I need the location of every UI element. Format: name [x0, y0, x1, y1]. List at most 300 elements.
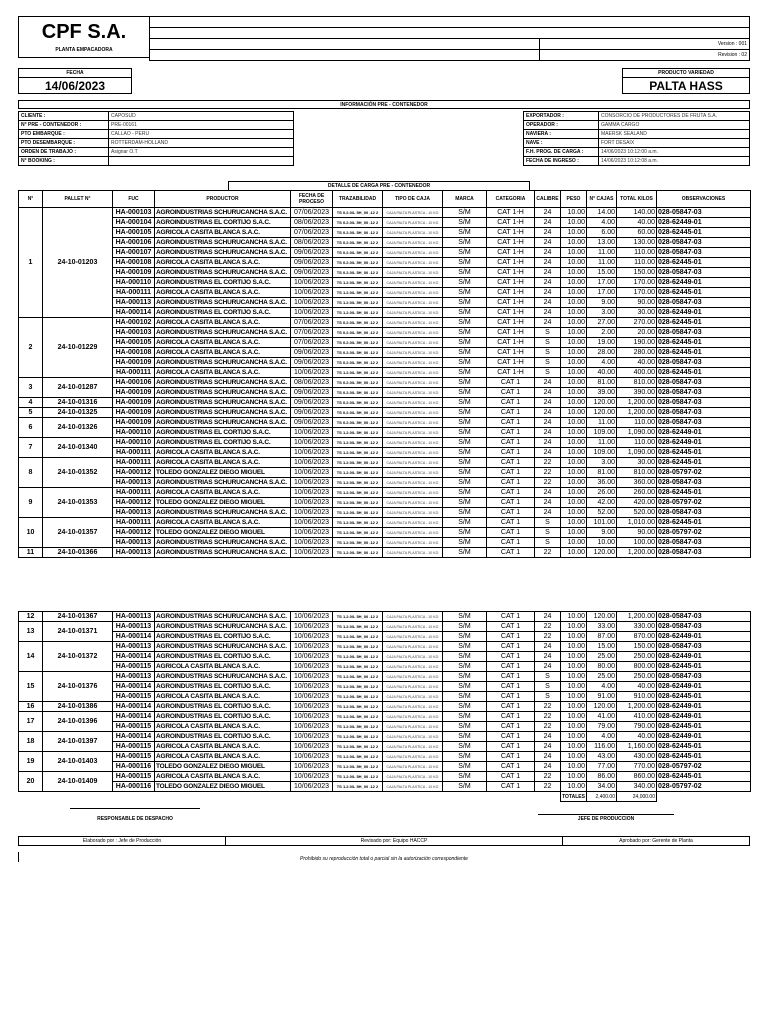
cell-categoria: CAT 1: [487, 528, 535, 538]
cell-fuc: HA-000113: [113, 672, 155, 682]
cell-calibre: 24: [535, 438, 561, 448]
cell-trazabilidad: TS 1.2.0/L 5H_00 .12 2: [333, 428, 383, 438]
cell-trazabilidad: TS 1.2.0/L 5H_00 .12 2: [333, 762, 383, 772]
cell-tipo-de-caja: CAJA PALTA PLASTICA - 10 KG: [383, 488, 443, 498]
cell-tipo-de-caja: CAJA PALTA PLASTICA - 10 KG: [383, 672, 443, 682]
cell-trazabilidad: TS 1.2.0/L 5H_00 .12 2: [333, 488, 383, 498]
table-row: [19, 288, 751, 298]
cell-marca: S/M: [443, 308, 487, 318]
cell-fuc: HA-000111: [113, 368, 155, 378]
pallet-index: 10: [19, 518, 43, 548]
table-row: [19, 358, 751, 368]
cell-categoria: CAT 1: [487, 538, 535, 548]
signature-line-right: [538, 814, 674, 815]
cell-observaciones: 028-05847-03: [657, 538, 751, 548]
info-right-label: NAVE :: [524, 139, 599, 148]
cell-fuc: HA-000113: [113, 298, 155, 308]
cell-calibre: 24: [535, 418, 561, 428]
cell-categoria: CAT 1: [487, 752, 535, 762]
cell-peso: 10.00: [561, 448, 587, 458]
cell-total-kilos: 810.00: [617, 468, 657, 478]
cell-n-cajas: 43.00: [587, 752, 617, 762]
cell-calibre: 24: [535, 652, 561, 662]
cell-marca: S/M: [443, 338, 487, 348]
cell-fecha-de-proceso: 07/06/2023: [291, 208, 333, 218]
table-row: [19, 458, 751, 468]
cell-n-cajas: 11.00: [587, 258, 617, 268]
info-right-value: FORT DESAIX: [599, 139, 750, 148]
cell-fuc: HA-000112: [113, 498, 155, 508]
cell-productor: AGRICOLA CASITA BLANCA S.A.C.: [155, 692, 291, 702]
cell-categoria: CAT 1: [487, 782, 535, 792]
cell-peso: 10.00: [561, 228, 587, 238]
cell-observaciones: 028-62449-01: [657, 218, 751, 228]
cell-calibre: S: [535, 328, 561, 338]
cell-calibre: 24: [535, 228, 561, 238]
cell-peso: 10.00: [561, 298, 587, 308]
cell-observaciones: 028-05847-03: [657, 378, 751, 388]
cell-categoria: CAT 1: [487, 712, 535, 722]
table-row: [19, 762, 751, 772]
info-left-value: CAPOSUD: [109, 112, 294, 121]
cell-marca: S/M: [443, 398, 487, 408]
cell-observaciones: 028-62445-01: [657, 448, 751, 458]
cell-productor: AGROINDUSTRIAS SCHURUCANCHA S.A.C.: [155, 612, 291, 622]
column-header: FECHA DE PROCESO: [291, 191, 333, 208]
cell-fecha-de-proceso: 10/06/2023: [291, 652, 333, 662]
cell-productor: TOLEDO GONZALEZ DIEGO MIGUEL: [155, 468, 291, 478]
cell-tipo-de-caja: CAJA PALTA PLASTICA - 10 KG: [383, 228, 443, 238]
cell-trazabilidad: TS 0.2.0/L 5H_00 .12 2: [333, 238, 383, 248]
cell-observaciones: 028-62445-01: [657, 518, 751, 528]
cell-observaciones: 028-62445-01: [657, 742, 751, 752]
cell-total-kilos: 410.00: [617, 712, 657, 722]
cell-observaciones: 028-05847-03: [657, 388, 751, 398]
cell-calibre: 24: [535, 298, 561, 308]
cell-fuc: HA-000114: [113, 712, 155, 722]
table-row: [19, 208, 751, 218]
cell-trazabilidad: TS 1.2.0/L 5H_00 .12 2: [333, 498, 383, 508]
cell-categoria: CAT 1-H: [487, 328, 535, 338]
cell-productor: AGROINDUSTRIAS SCHURUCANCHA S.A.C.: [155, 478, 291, 488]
cell-categoria: CAT 1: [487, 772, 535, 782]
cell-categoria: CAT 1-H: [487, 238, 535, 248]
pallet-index: 19: [19, 752, 43, 772]
pallet-index: 6: [19, 418, 43, 438]
cell-trazabilidad: TS 1.2.0/L 5H_00 .12 2: [333, 772, 383, 782]
cell-fuc: HA-000102: [113, 318, 155, 328]
cell-fecha-de-proceso: 10/06/2023: [291, 468, 333, 478]
info-row: [19, 121, 750, 130]
cell-peso: 10.00: [561, 258, 587, 268]
detail-title: DETALLE DE CARGA PRE - CONTENEDOR: [228, 181, 530, 191]
cell-fuc: HA-000114: [113, 682, 155, 692]
cell-fecha-de-proceso: 08/06/2023: [291, 238, 333, 248]
cell-total-kilos: 860.00: [617, 772, 657, 782]
cell-total-kilos: 190.00: [617, 338, 657, 348]
cell-marca: S/M: [443, 288, 487, 298]
info-right-label: EXPORTADOR :: [524, 112, 599, 121]
cell-categoria: CAT 1-H: [487, 258, 535, 268]
cell-n-cajas: 3.00: [587, 308, 617, 318]
cell-tipo-de-caja: CAJA PALTA PLASTICA - 10 KG: [383, 318, 443, 328]
cell-n-cajas: 4.00: [587, 218, 617, 228]
cell-tipo-de-caja: CAJA PALTA PLASTICA - 10 KG: [383, 268, 443, 278]
cell-calibre: S: [535, 528, 561, 538]
cell-calibre: 24: [535, 278, 561, 288]
cell-peso: 10.00: [561, 538, 587, 548]
cell-productor: AGROINDUSTRIAS SCHURUCANCHA S.A.C.: [155, 248, 291, 258]
detail-table-1: [18, 190, 751, 558]
cell-n-cajas: 120.00: [587, 548, 617, 558]
cell-marca: S/M: [443, 682, 487, 692]
cell-fuc: HA-000110: [113, 278, 155, 288]
column-header: CALIBRE: [535, 191, 561, 208]
cell-observaciones: 028-62445-01: [657, 722, 751, 732]
cell-n-cajas: 11.00: [587, 248, 617, 258]
cell-peso: 10.00: [561, 358, 587, 368]
cell-tipo-de-caja: CAJA PALTA PLASTICA - 10 KG: [383, 218, 443, 228]
cell-calibre: 22: [535, 548, 561, 558]
cell-trazabilidad: TS 0.2.0/L 5H_00 .12 2: [333, 268, 383, 278]
cell-fuc: HA-000113: [113, 538, 155, 548]
cell-observaciones: 028-05797-02: [657, 762, 751, 772]
info-gap: [294, 130, 524, 139]
table-row: [19, 662, 751, 672]
cell-trazabilidad: TS 1.2.0/L 5H_00 .12 2: [333, 288, 383, 298]
cell-fecha-de-proceso: 10/06/2023: [291, 508, 333, 518]
column-header: PRODUCTOR: [155, 191, 291, 208]
cell-categoria: CAT 1: [487, 478, 535, 488]
cell-tipo-de-caja: CAJA PALTA PLASTICA - 10 KG: [383, 782, 443, 792]
cell-fecha-de-proceso: 09/06/2023: [291, 258, 333, 268]
info-gap: [294, 139, 524, 148]
cell-fecha-de-proceso: 10/06/2023: [291, 752, 333, 762]
cell-calibre: 22: [535, 782, 561, 792]
cell-fecha-de-proceso: 09/06/2023: [291, 408, 333, 418]
table-row: [19, 548, 751, 558]
table-row: [19, 518, 751, 528]
cell-fuc: HA-000113: [113, 642, 155, 652]
cell-fuc: HA-000109: [113, 398, 155, 408]
cell-total-kilos: 270.00: [617, 318, 657, 328]
cell-fecha-de-proceso: 10/06/2023: [291, 612, 333, 622]
cell-tipo-de-caja: CAJA PALTA PLASTICA - 10 KG: [383, 622, 443, 632]
cell-peso: 10.00: [561, 328, 587, 338]
cell-total-kilos: 90.00: [617, 298, 657, 308]
cell-categoria: CAT 1: [487, 548, 535, 558]
cell-peso: 10.00: [561, 498, 587, 508]
footer-aprobado: Aprobado por: Gerente de Planta: [563, 837, 750, 846]
cell-productor: AGROINDUSTRIAS SCHURUCANCHA S.A.C.: [155, 672, 291, 682]
cell-productor: TOLEDO GONZALEZ DIEGO MIGUEL: [155, 782, 291, 792]
cell-observaciones: 028-05847-03: [657, 622, 751, 632]
cell-total-kilos: 30.00: [617, 308, 657, 318]
cell-n-cajas: 52.00: [587, 508, 617, 518]
cell-peso: 10.00: [561, 208, 587, 218]
cell-tipo-de-caja: CAJA PALTA PLASTICA - 10 KG: [383, 458, 443, 468]
cell-n-cajas: 11.00: [587, 418, 617, 428]
pallet-number: 24-10-01367: [43, 612, 113, 622]
cell-fecha-de-proceso: 10/06/2023: [291, 732, 333, 742]
cell-calibre: S: [535, 338, 561, 348]
pallet-number: 24-10-01352: [43, 458, 113, 488]
cell-peso: 10.00: [561, 288, 587, 298]
cell-fuc: HA-000109: [113, 268, 155, 278]
cell-fecha-de-proceso: 10/06/2023: [291, 538, 333, 548]
column-header: N° CAJAS: [587, 191, 617, 208]
cell-peso: 10.00: [561, 712, 587, 722]
table-row: [19, 488, 751, 498]
info-row: [19, 148, 750, 157]
cell-peso: 10.00: [561, 338, 587, 348]
cell-calibre: 24: [535, 752, 561, 762]
cell-calibre: 24: [535, 448, 561, 458]
cell-productor: AGROINDUSTRIAS SCHURUCANCHA S.A.C.: [155, 642, 291, 652]
cell-categoria: CAT 1: [487, 448, 535, 458]
pallet-number: 24-10-01203: [43, 208, 113, 318]
cell-categoria: CAT 1: [487, 378, 535, 388]
cell-total-kilos: 360.00: [617, 478, 657, 488]
cell-n-cajas: 34.00: [587, 782, 617, 792]
cell-fuc: HA-000104: [113, 218, 155, 228]
cell-tipo-de-caja: CAJA PALTA PLASTICA - 10 KG: [383, 418, 443, 428]
cell-n-cajas: 120.00: [587, 398, 617, 408]
cell-total-kilos: 60.00: [617, 228, 657, 238]
cell-n-cajas: 120.00: [587, 408, 617, 418]
cell-fecha-de-proceso: 10/06/2023: [291, 438, 333, 448]
cell-categoria: CAT 1: [487, 622, 535, 632]
cell-fecha-de-proceso: 07/06/2023: [291, 318, 333, 328]
pallet-index: 11: [19, 548, 43, 558]
cell-peso: 10.00: [561, 682, 587, 692]
cell-total-kilos: 170.00: [617, 288, 657, 298]
cell-n-cajas: 41.00: [587, 712, 617, 722]
cell-fecha-de-proceso: 09/06/2023: [291, 418, 333, 428]
cell-productor: AGRICOLA CASITA BLANCA S.A.C.: [155, 348, 291, 358]
cell-productor: AGRICOLA CASITA BLANCA S.A.C.: [155, 662, 291, 672]
cell-marca: S/M: [443, 672, 487, 682]
cell-trazabilidad: TS 0.2.0/L 5H_00 .12 2: [333, 218, 383, 228]
table-row: [19, 298, 751, 308]
cell-calibre: 24: [535, 288, 561, 298]
cell-observaciones: 028-05847-03: [657, 508, 751, 518]
info-table: [18, 111, 750, 166]
cell-observaciones: 028-62445-01: [657, 662, 751, 672]
cell-observaciones: 028-62445-01: [657, 258, 751, 268]
pallet-number: 24-10-01371: [43, 622, 113, 642]
cell-total-kilos: 260.00: [617, 488, 657, 498]
cell-marca: S/M: [443, 722, 487, 732]
cell-observaciones: 028-05847-03: [657, 408, 751, 418]
cell-categoria: CAT 1: [487, 438, 535, 448]
pallet-number: 24-10-01397: [43, 732, 113, 752]
cell-trazabilidad: TS 1.2.0/L 5H_00 .12 2: [333, 702, 383, 712]
totals-cajas: 2,400.00: [587, 792, 617, 802]
cell-tipo-de-caja: CAJA PALTA PLASTICA - 10 KG: [383, 338, 443, 348]
pallet-number: 24-10-01396: [43, 712, 113, 732]
cell-n-cajas: 36.00: [587, 478, 617, 488]
cell-categoria: CAT 1-H: [487, 298, 535, 308]
cell-fuc: HA-000115: [113, 662, 155, 672]
cell-marca: S/M: [443, 702, 487, 712]
table-row: [19, 772, 751, 782]
cell-calibre: 24: [535, 318, 561, 328]
cell-marca: S/M: [443, 218, 487, 228]
cell-categoria: CAT 1: [487, 488, 535, 498]
cell-fecha-de-proceso: 10/06/2023: [291, 622, 333, 632]
cell-marca: S/M: [443, 268, 487, 278]
cell-marca: S/M: [443, 752, 487, 762]
cell-calibre: 24: [535, 218, 561, 228]
cell-peso: 10.00: [561, 722, 587, 732]
cell-productor: AGRICOLA CASITA BLANCA S.A.C.: [155, 752, 291, 762]
cell-total-kilos: 250.00: [617, 672, 657, 682]
cell-trazabilidad: TS 1.2.0/L 5H_00 .12 2: [333, 612, 383, 622]
table-row: [19, 702, 751, 712]
info-gap: [294, 112, 524, 121]
cell-productor: AGRICOLA CASITA BLANCA S.A.C.: [155, 742, 291, 752]
cell-observaciones: 028-05847-03: [657, 672, 751, 682]
column-header: TIPO DE CAJA: [383, 191, 443, 208]
company-name: CPF S.A.: [41, 21, 127, 43]
cell-peso: 10.00: [561, 612, 587, 622]
cell-tipo-de-caja: CAJA PALTA PLASTICA - 10 KG: [383, 732, 443, 742]
table-row: [19, 338, 751, 348]
cell-trazabilidad: TS 1.2.0/L 5H_00 .12 2: [333, 458, 383, 468]
cell-categoria: CAT 1: [487, 642, 535, 652]
pallet-number: 24-10-01326: [43, 418, 113, 438]
cell-fecha-de-proceso: 10/06/2023: [291, 308, 333, 318]
cell-categoria: CAT 1: [487, 408, 535, 418]
cell-trazabilidad: TS 1.2.0/L 5H_00 .12 2: [333, 782, 383, 792]
pallet-index: 5: [19, 408, 43, 418]
cell-observaciones: 028-05847-03: [657, 418, 751, 428]
cell-marca: S/M: [443, 762, 487, 772]
cell-tipo-de-caja: CAJA PALTA PLASTICA - 10 KG: [383, 468, 443, 478]
cell-trazabilidad: TS 0.2.0/L 5H_00 .12 2: [333, 388, 383, 398]
cell-fecha-de-proceso: 10/06/2023: [291, 692, 333, 702]
cell-calibre: 24: [535, 642, 561, 652]
fecha-label: FECHA: [19, 69, 131, 78]
info-gap: [294, 157, 524, 166]
cell-categoria: CAT 1-H: [487, 228, 535, 238]
cell-peso: 10.00: [561, 348, 587, 358]
cell-total-kilos: 340.00: [617, 782, 657, 792]
cell-fecha-de-proceso: 10/06/2023: [291, 428, 333, 438]
cell-n-cajas: 79.00: [587, 722, 617, 732]
pallet-index: 17: [19, 712, 43, 732]
cell-trazabilidad: TS 0.2.0/L 5H_00 .12 2: [333, 338, 383, 348]
cell-tipo-de-caja: CAJA PALTA PLASTICA - 10 KG: [383, 528, 443, 538]
cell-fuc: HA-000115: [113, 742, 155, 752]
cell-fuc: HA-000113: [113, 612, 155, 622]
cell-categoria: CAT 1-H: [487, 358, 535, 368]
cell-total-kilos: 40.00: [617, 732, 657, 742]
cell-fecha-de-proceso: 10/06/2023: [291, 518, 333, 528]
cell-fecha-de-proceso: 10/06/2023: [291, 288, 333, 298]
cell-trazabilidad: TS 1.2.0/L 5H_00 .12 2: [333, 448, 383, 458]
cell-observaciones: 028-62449-01: [657, 682, 751, 692]
pallet-index: 2: [19, 318, 43, 378]
cell-peso: 10.00: [561, 732, 587, 742]
cell-marca: S/M: [443, 508, 487, 518]
cell-total-kilos: 790.00: [617, 722, 657, 732]
cell-fecha-de-proceso: 10/06/2023: [291, 458, 333, 468]
cell-total-kilos: 110.00: [617, 248, 657, 258]
cell-marca: S/M: [443, 772, 487, 782]
cell-observaciones: 028-62449-01: [657, 428, 751, 438]
table-row: [19, 632, 751, 642]
cell-categoria: CAT 1: [487, 682, 535, 692]
cell-marca: S/M: [443, 208, 487, 218]
cell-trazabilidad: TS 1.2.0/L 5H_00 .12 2: [333, 752, 383, 762]
cell-tipo-de-caja: CAJA PALTA PLASTICA - 10 KG: [383, 548, 443, 558]
cell-total-kilos: 1,090.00: [617, 448, 657, 458]
cell-tipo-de-caja: CAJA PALTA PLASTICA - 10 KG: [383, 508, 443, 518]
cell-n-cajas: 27.00: [587, 318, 617, 328]
cell-productor: AGROINDUSTRIAS EL CORTIJO S.A.C.: [155, 308, 291, 318]
cell-productor: AGROINDUSTRIAS EL CORTIJO S.A.C.: [155, 278, 291, 288]
cell-categoria: CAT 1: [487, 612, 535, 622]
cell-fuc: HA-000105: [113, 228, 155, 238]
cell-tipo-de-caja: CAJA PALTA PLASTICA - 10 KG: [383, 298, 443, 308]
cell-categoria: CAT 1: [487, 498, 535, 508]
cell-trazabilidad: TS 1.2.0/L 5H_00 .12 2: [333, 622, 383, 632]
cell-categoria: CAT 1: [487, 702, 535, 712]
cell-trazabilidad: TS 0.2.0/L 5H_00 .12 2: [333, 258, 383, 268]
cell-categoria: CAT 1: [487, 742, 535, 752]
cell-peso: 10.00: [561, 752, 587, 762]
cell-peso: 10.00: [561, 662, 587, 672]
cell-fuc: HA-000113: [113, 548, 155, 558]
cell-fuc: HA-000108: [113, 348, 155, 358]
cell-categoria: CAT 1: [487, 418, 535, 428]
cell-peso: 10.00: [561, 378, 587, 388]
cell-trazabilidad: TS 1.2.0/L 5H_00 .12 2: [333, 642, 383, 652]
cell-productor: AGRICOLA CASITA BLANCA S.A.C.: [155, 458, 291, 468]
cell-calibre: S: [535, 518, 561, 528]
table-row: [19, 712, 751, 722]
cell-trazabilidad: TS 1.2.0/L 5H_00 .12 2: [333, 652, 383, 662]
cell-categoria: CAT 1-H: [487, 218, 535, 228]
cell-fecha-de-proceso: 10/06/2023: [291, 682, 333, 692]
cell-tipo-de-caja: CAJA PALTA PLASTICA - 10 KG: [383, 772, 443, 782]
cell-marca: S/M: [443, 298, 487, 308]
cell-marca: S/M: [443, 612, 487, 622]
cell-categoria: CAT 1-H: [487, 348, 535, 358]
cell-tipo-de-caja: CAJA PALTA PLASTICA - 10 KG: [383, 518, 443, 528]
cell-trazabilidad: TS 1.2.0/L 5H_00 .12 2: [333, 742, 383, 752]
cell-calibre: 22: [535, 772, 561, 782]
cell-peso: 10.00: [561, 508, 587, 518]
cell-calibre: 22: [535, 458, 561, 468]
cell-fecha-de-proceso: 10/06/2023: [291, 712, 333, 722]
pallet-number: 24-10-01340: [43, 438, 113, 458]
cell-tipo-de-caja: CAJA PALTA PLASTICA - 10 KG: [383, 612, 443, 622]
producto-value: PALTA HASS: [649, 79, 723, 93]
cell-calibre: 24: [535, 308, 561, 318]
cell-marca: S/M: [443, 782, 487, 792]
cell-peso: 10.00: [561, 672, 587, 682]
cell-trazabilidad: TS 1.2.0/L 5H_00 .12 2: [333, 278, 383, 288]
cell-fuc: HA-000109: [113, 418, 155, 428]
cell-marca: S/M: [443, 348, 487, 358]
cell-tipo-de-caja: CAJA PALTA PLASTICA - 10 KG: [383, 258, 443, 268]
cell-n-cajas: 17.00: [587, 288, 617, 298]
cell-total-kilos: 810.00: [617, 378, 657, 388]
info-gap: [294, 121, 524, 130]
